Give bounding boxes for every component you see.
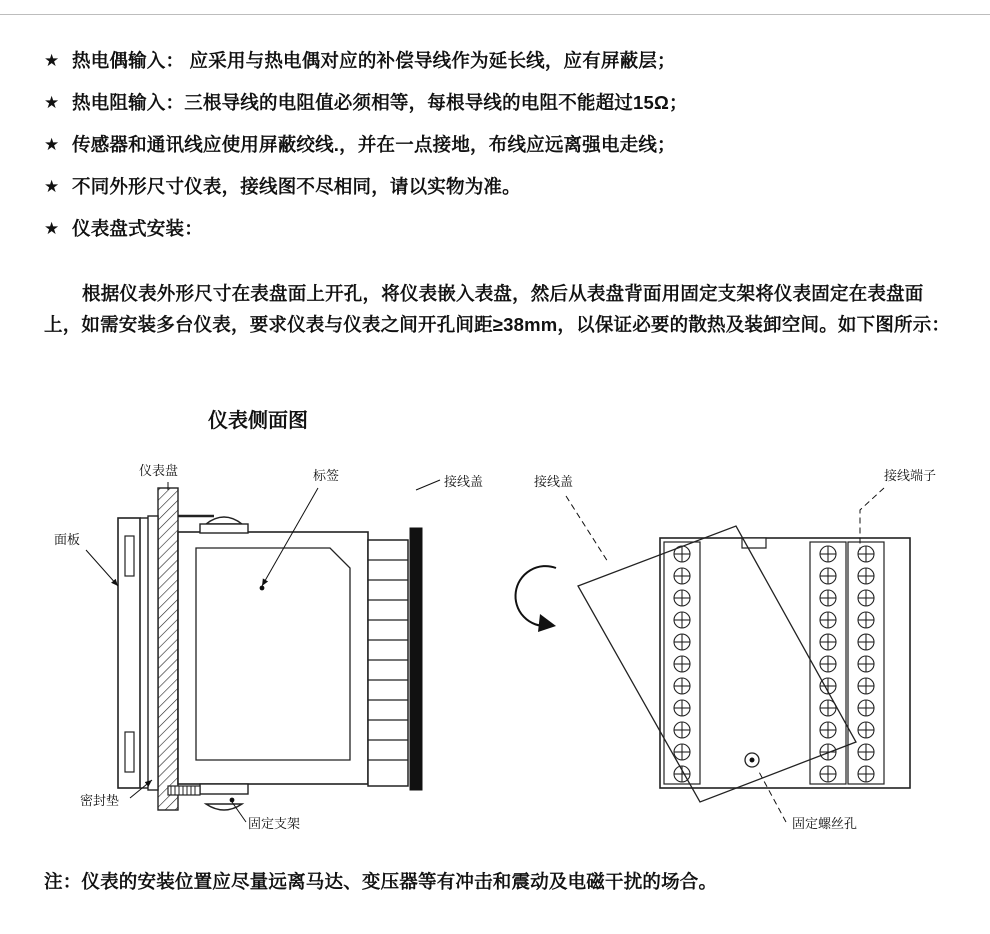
list-item [44,90,954,116]
star-icon: ★ [44,219,60,238]
list-item-text: 仪表盘式安装： [72,218,203,239]
label-seal-gasket: 密封垫 [80,793,120,808]
label-tag: 标签 [313,468,340,483]
label-front-panel: 面板 [54,532,81,547]
install-paragraph: 根据仪表外形尺寸在表盘面上开孔，将仪表嵌入表盘，然后从表盘背面用固定支架将仪表固定在表盘面上，如需安装多台仪表，要求仪表与仪表之间开孔间距≥38mm，以保证必要的散热及装卸空间。如下图所示： [44,283,951,335]
label-fixing-bracket: 固定支架 [248,816,301,831]
rear-view-group [516,526,910,802]
figure-title: 仪表侧面图 [208,408,308,432]
terminal-screws-right-outer [858,546,874,782]
front-panel-slot-bottom [125,732,134,772]
star-icon: ★ [44,93,60,112]
panel-board-hatched [158,488,178,810]
top-divider [0,14,990,15]
star-icon: ★ [44,51,60,70]
terminal-stack [368,540,408,786]
screw-thread-marks [171,786,195,795]
list-item-text: 热电偶输入： 应采用与热电偶对应的补偿导线作为延长线，应有屏蔽层； [72,50,676,71]
side-view-group [118,488,422,810]
label-region [196,548,350,760]
list-item-text: 传感器和通讯线应使用屏蔽绞线.，并在一点接地，布线应远离强电走线； [72,134,676,155]
label-panel-board: 仪表盘 [139,463,179,478]
terminal-screws-left [674,546,690,782]
instrument-side-view-diagram [0,450,990,850]
bullet-list [44,48,954,258]
leader-dot-bracket [230,798,235,803]
list-item-text: 不同外形尺寸仪表，接线图不尽相同，请以实物为准。 [72,176,521,197]
bracket-top-base [200,524,248,533]
leader-terminal-cover-right [566,496,608,562]
list-item [44,48,954,74]
rotation-arc [516,566,556,626]
bracket-bottom-base [200,784,248,794]
terminal-cover-bar [410,528,422,790]
label-terminal-block: 接线端子 [884,468,937,483]
front-panel-slot-top [125,536,134,576]
star-icon: ★ [44,135,60,154]
leader-terminal-cover-left [416,480,440,490]
label-terminal-cover-right: 接线盖 [534,474,574,489]
list-item-text: 热电阻输入：三根导线的电阻值必须相等，每根导线的电阻不能超过15Ω； [72,92,688,113]
bracket-top-cap [206,517,242,524]
star-icon: ★ [44,177,60,196]
seal-gasket-strip [148,516,158,790]
label-screw-hole: 固定螺丝孔 [792,816,858,831]
label-terminal-cover-left: 接线盖 [444,474,484,489]
list-item [44,174,954,200]
leader-front-panel [86,550,118,586]
terminal-screws-right-inner [820,546,836,782]
leader-dot-tag [260,586,265,591]
list-item [44,216,954,242]
installation-note: 注：仪表的安装位置应尽量远离马达、变压器等有冲击和震动及电磁干扰的场合。 [44,871,718,892]
list-item [44,132,954,158]
screw-hole-center [750,758,755,763]
rotation-arrowhead [538,614,556,632]
